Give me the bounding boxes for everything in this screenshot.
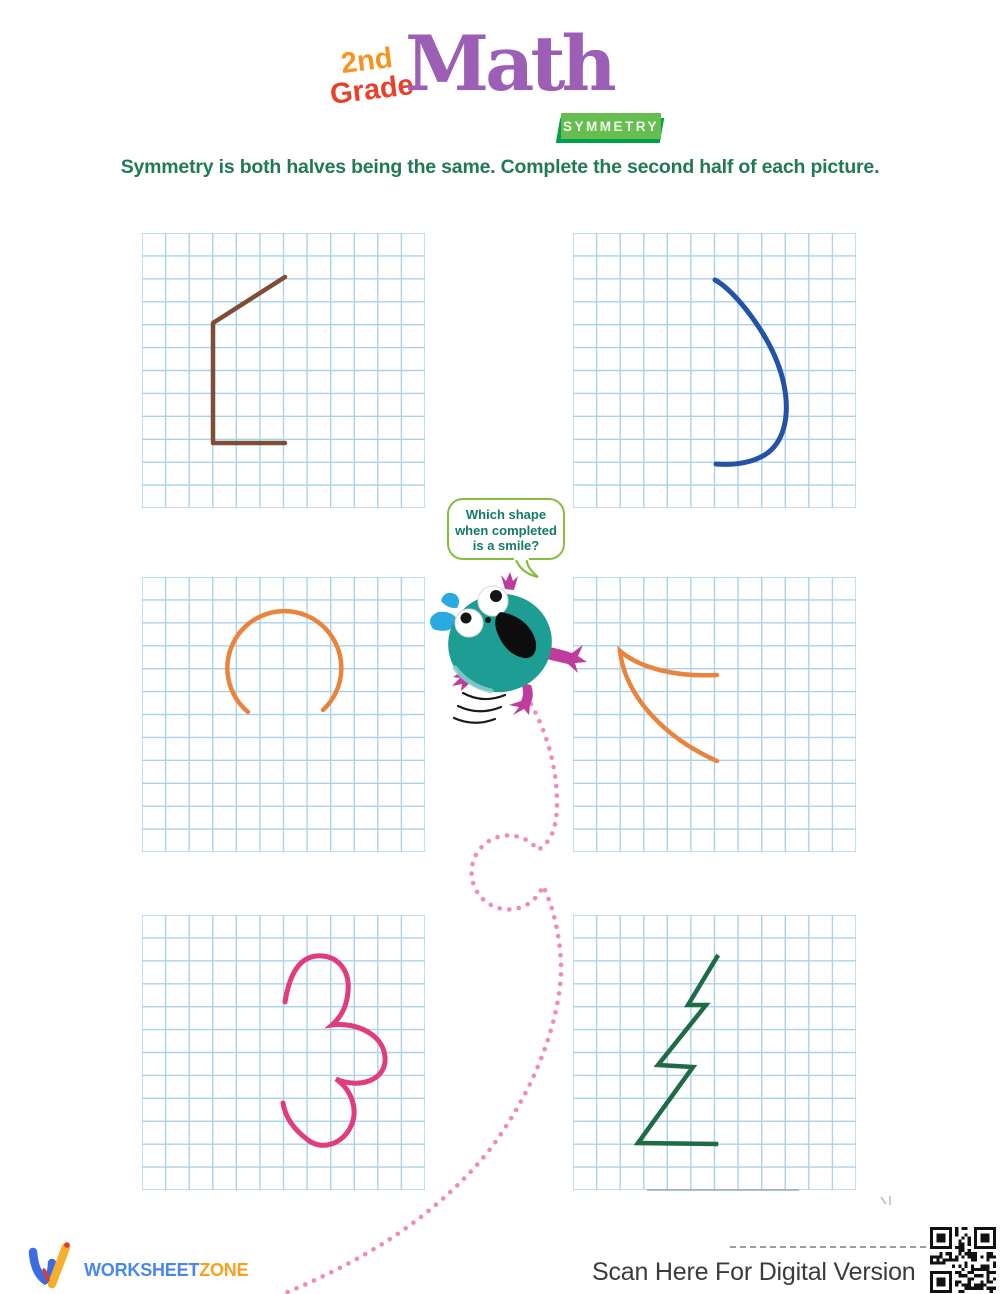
panel-half-flower (142, 915, 425, 1190)
instruction-text: Symmetry is both halves being the same. Complete the second half of each picture. (120, 156, 880, 178)
brand-logo-icon (24, 1240, 80, 1292)
grid-lines (142, 233, 425, 508)
obscured-text-remnant (730, 1246, 926, 1248)
grid-lines (573, 915, 856, 1190)
speech-bubble (447, 498, 565, 560)
grid-lines (573, 577, 856, 852)
brand-worksheet: WORKSHEET (84, 1260, 200, 1280)
panel-half-tree (573, 915, 856, 1190)
shape-half-tree (638, 957, 717, 1144)
panel-half-smile (573, 577, 856, 852)
monster-character (425, 565, 590, 730)
shape-open-circle (227, 611, 341, 712)
panel-half-teardrop (573, 233, 856, 508)
header-title: Math (405, 19, 613, 108)
speech-bubble-line: Which shape (465, 507, 547, 522)
speech-bubble-line: when completed (455, 522, 557, 538)
badge-label: SYMMETRY (561, 113, 661, 139)
header-grade-top: 2nd (339, 41, 395, 81)
print-artifact-line (647, 1189, 799, 1191)
shape-half-teardrop (715, 280, 786, 464)
panel-open-circle (142, 577, 425, 852)
motion-lines-icon (454, 693, 505, 723)
grid-lines (142, 577, 425, 852)
header-grade-bottom: Grade (328, 69, 416, 111)
qr-code (929, 1227, 997, 1293)
shape-half-smile (620, 651, 717, 761)
speech-bubble-tail (511, 557, 541, 581)
scan-label: Scan Here For Digital Version (592, 1258, 916, 1286)
speech-bubble-line: is a smile? (472, 538, 540, 553)
brand-name (84, 1259, 248, 1281)
stray-mark (878, 1194, 894, 1208)
grid-lines (573, 233, 856, 508)
brand-zone: ZONE (199, 1260, 249, 1280)
panel-half-house (142, 233, 425, 508)
symmetry-badge (561, 113, 669, 145)
